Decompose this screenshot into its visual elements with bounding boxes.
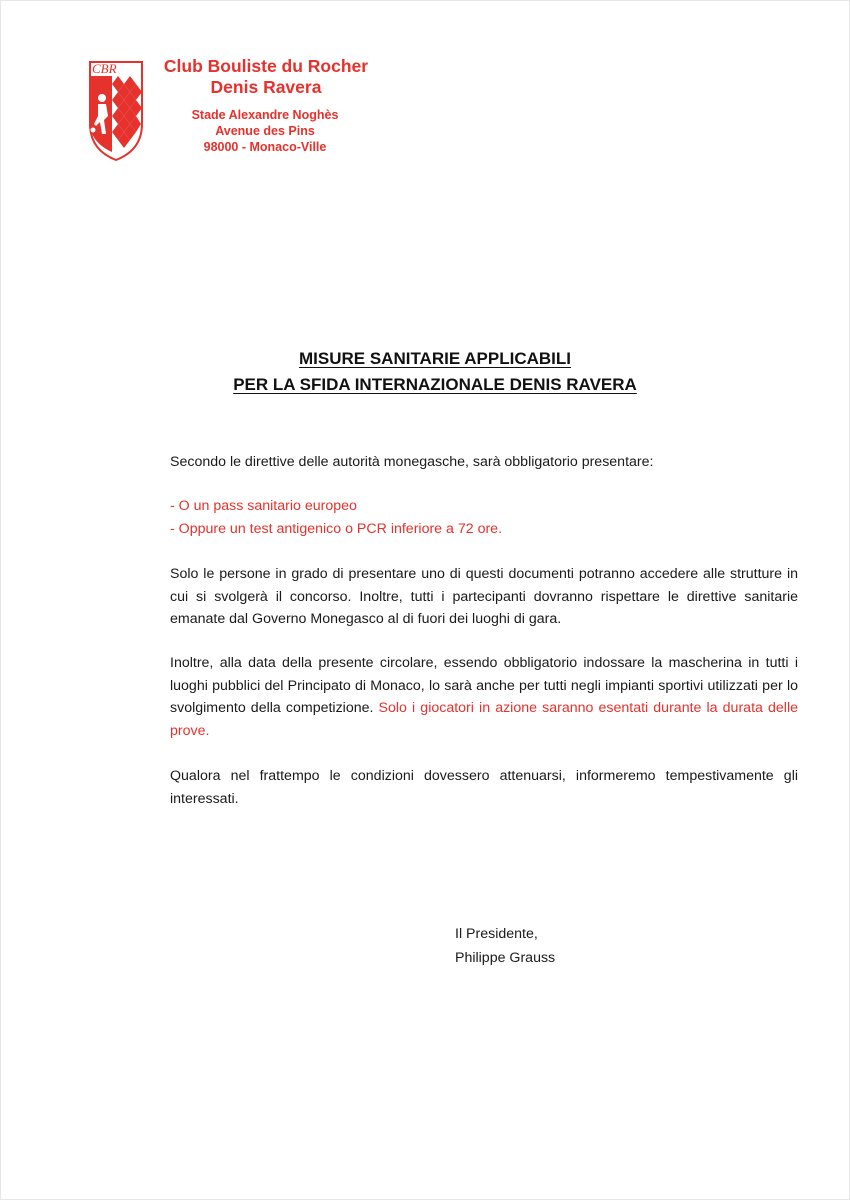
- signature-role: Il Presidente,: [455, 926, 538, 942]
- title-line2: PER LA SFIDA INTERNAZIONALE DENIS RAVERA: [233, 375, 637, 394]
- address-line1: Stade Alexandre Noghès: [191, 108, 339, 122]
- club-name-line2: Denis Ravera: [210, 77, 322, 97]
- svg-text:CBR: CBR: [92, 61, 117, 76]
- signature-block: [455, 922, 555, 970]
- signature-name: Philippe Grauss: [455, 950, 556, 966]
- document-title: [0, 346, 850, 398]
- intro-text: Secondo le direttive delle autorità monegasche, sarà obbligatorio presentare:: [170, 454, 654, 470]
- club-address: [173, 107, 357, 155]
- address-line2: Avenue des Pins: [215, 124, 315, 138]
- club-name-line1: Club Bouliste du Rocher: [163, 56, 369, 76]
- access-paragraph: [170, 563, 798, 631]
- list-item: - Oppure un test antigenico o PCR inferiore a 72 ore.: [170, 520, 503, 537]
- list-item: - O un pass sanitario europeo: [170, 498, 357, 514]
- intro-paragraph: [170, 451, 798, 474]
- access-text-1: Solo le persone in grado di presentare uno di questi documenti potranno accedere alle strutture in cui si svolgerà il concorso.: [170, 566, 798, 605]
- access-text-2: Inoltre, tutti i partecipanti dovranno rispettare le direttive sanitarie emanate dal Governo Monegasco al di fuori dei luoghi di gara.: [170, 588, 798, 627]
- mask-exemption-text: Solo i giocatori in azione saranno esentati durante la durata delle prove.: [170, 700, 798, 739]
- closing-text: Qualora nel frattempo le condizioni dovessero attenuarsi, informeremo tempestivamente gli interessati.: [170, 768, 798, 807]
- mask-paragraph: [170, 652, 798, 742]
- closing-paragraph: [170, 765, 798, 810]
- club-bouliste-crest-icon: [84, 54, 148, 162]
- mask-text: Inoltre, alla data della presente circolare, essendo obbligatorio indossare la mascherina in tutti i luoghi pubblici del Principato di Monaco, lo sarà anche per tutti negli impianti sportivi utilizzati per lo svolgimento della competizione.: [170, 655, 798, 716]
- title-line1: MISURE SANITARIE APPLICABILI: [298, 349, 571, 368]
- address-line3: 98000 - Monaco-Ville: [203, 140, 327, 154]
- club-name: [153, 56, 379, 98]
- requirements-list: [170, 495, 798, 540]
